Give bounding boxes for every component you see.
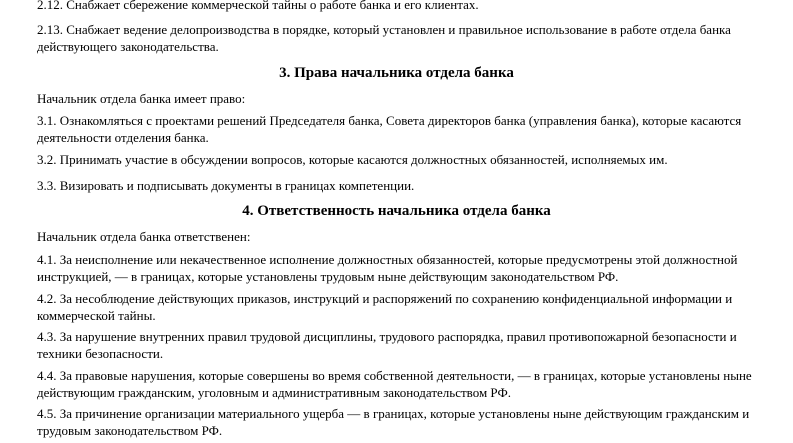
paragraph-3-2: 3.2. Принимать участие в обсуждении вопросов, которые касаются должностных обязанностей, исполняемых им. [37, 152, 668, 167]
section-4-heading: 4. Ответственность начальника отдела банка [242, 203, 551, 219]
paragraph-4-1: 4.1. За неисполнение или некачественное исполнение должностных обязанностей, которые предусмотрены этой должностной инструкцией, — в границах, которые установлены трудовым ныне действующим законодательством РФ. [37, 252, 738, 284]
paragraph-3-3: 3.3. Визировать и подписывать документы в границах компетенции. [37, 178, 415, 193]
section-3-intro: Начальник отдела банка имеет право: [37, 91, 246, 106]
section-3-heading: 3. Права начальника отдела банка [279, 65, 514, 81]
paragraph-2-12: 2.12. Снабжает сбережение коммерческой тайны о работе банка и его клиентах. [37, 0, 479, 12]
paragraph-2-13: 2.13. Снабжает ведение делопроизводства в порядке, который установлен и правильное использование в работе отдела банка действующего законодательства. [37, 22, 731, 54]
paragraph-4-4: 4.4. За правовые нарушения, которые совершены во время собственной деятельности, — в границах, которые установлены ныне действующим гражданским, уголовным и административным законодательством РФ. [37, 368, 752, 400]
paragraph-4-3: 4.3. За нарушение внутренних правил трудовой дисциплины, трудового распорядка, правил противопожарной безопасности и техники безопасности. [37, 329, 737, 361]
paragraph-3-1: 3.1. Ознакомляться с проектами решений Председателя банка, Совета директоров банка (управления банка), которые касаются деятельности отделения банка. [37, 113, 742, 145]
paragraph-4-5: 4.5. За причинение организации материального ущерба — в границах, которые установлены ныне действующим гражданским и трудовым законодательством РФ. [37, 406, 750, 438]
section-4-intro: Начальник отдела банка ответственен: [37, 229, 251, 244]
paragraph-4-2: 4.2. За несоблюдение действующих приказов, инструкций и распоряжений по сохранению конфиденциальной информации и коммерческой тайны. [37, 291, 733, 323]
